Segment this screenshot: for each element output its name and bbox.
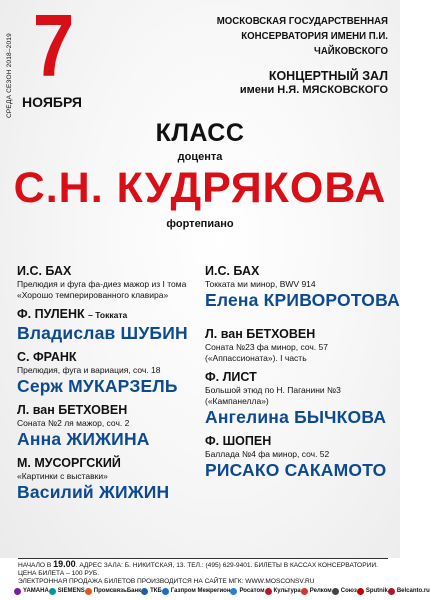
instrument-label: фортепиано bbox=[166, 218, 234, 230]
composer: Ф. ЛИСТ bbox=[205, 370, 257, 384]
sponsor-name: ПромсвязьБанк bbox=[93, 588, 142, 594]
concert-month: НОЯБРЯ bbox=[22, 94, 82, 110]
sponsor-name: Релком bbox=[309, 588, 332, 594]
footer bbox=[0, 558, 430, 600]
start-label: НАЧАЛО В bbox=[18, 562, 52, 569]
work-title: Прелюдия и фуга фа-диез мажор из I тома «Хорошо темперированного клавира» bbox=[17, 279, 187, 300]
sponsor-logo bbox=[141, 588, 162, 595]
composer-work-suffix: – Токката bbox=[88, 310, 128, 320]
sponsor-name: Sputnik bbox=[365, 588, 388, 594]
work-title: «Картинки с выставки» bbox=[17, 471, 108, 481]
program-item bbox=[205, 370, 391, 428]
composer-name: Ф. ПУЛЕНК bbox=[17, 307, 85, 321]
program-left-column bbox=[17, 264, 209, 509]
composer: И.С. БАХ bbox=[205, 264, 260, 278]
program-item bbox=[17, 264, 209, 301]
composer: Л. ван БЕТХОВЕН bbox=[17, 403, 128, 417]
season-label: СРЕДА СЕЗОН 2018–2019 bbox=[6, 33, 13, 118]
sponsor-logo bbox=[265, 588, 301, 595]
program-item bbox=[17, 403, 209, 450]
sponsor-name: ТКБ bbox=[150, 588, 162, 594]
sponsor-mark-icon bbox=[265, 588, 272, 595]
performer: Елена КРИВОРОТОВА bbox=[205, 290, 400, 310]
sponsor-logo bbox=[162, 588, 231, 595]
sponsor-logo bbox=[301, 588, 332, 595]
sponsor-name: YAMAHA bbox=[23, 588, 49, 594]
program-item bbox=[205, 264, 400, 311]
program-item bbox=[205, 434, 391, 481]
concert-day: 7 bbox=[32, 0, 75, 95]
class-heading: КЛАСС bbox=[155, 119, 245, 147]
docent-label: доцента bbox=[177, 151, 223, 163]
sponsor-mark-icon bbox=[332, 588, 339, 595]
composer bbox=[17, 307, 209, 323]
sponsor-logo bbox=[332, 588, 357, 595]
work-title: Баллада №4 фа минор, соч. 52 bbox=[205, 449, 330, 459]
sponsor-logo bbox=[49, 588, 85, 595]
sponsor-name: Росатом bbox=[239, 588, 265, 594]
performer: РИСАКО САКАМОТО bbox=[205, 460, 387, 480]
program-item bbox=[17, 456, 209, 503]
work-title: Большой этюд по Н. Паганини №3 («Кампанелла») bbox=[205, 385, 341, 406]
program-item bbox=[205, 327, 391, 364]
sponsor-mark-icon bbox=[49, 588, 56, 595]
venue-line-1: МОСКОВСКАЯ ГОСУДАРСТВЕННАЯ bbox=[216, 15, 388, 27]
sponsor-logos bbox=[14, 584, 430, 598]
program-item bbox=[17, 307, 209, 344]
teacher-name: С.Н. КУДРЯКОВА bbox=[13, 164, 387, 212]
composer: И.С. БАХ bbox=[17, 264, 72, 278]
hall-dedication: имени Н.Я. МЯСКОВСКОГО bbox=[239, 84, 388, 96]
venue-block bbox=[158, 14, 388, 97]
performer: Анна ЖИЖИНА bbox=[17, 429, 150, 449]
sponsor-logo bbox=[230, 588, 264, 595]
work-title: Токката ми минор, BWV 914 bbox=[205, 279, 316, 289]
performer: Владислав ШУБИН bbox=[17, 323, 188, 343]
sponsor-mark-icon bbox=[301, 588, 308, 595]
sponsor-mark-icon bbox=[357, 588, 364, 595]
performer: Василий ЖИЖИН bbox=[17, 482, 170, 502]
sponsor-logo bbox=[14, 588, 49, 595]
sponsor-mark-icon bbox=[388, 588, 395, 595]
online-sales-info: ЭЛЕКТРОННАЯ ПРОДАЖА БИЛЕТОВ ПРОИЗВОДИТСЯ НА САЙТЕ МГК: WWW.MOSCONSV.RU bbox=[18, 578, 315, 585]
address-info: . АДРЕС ЗАЛА: Б. НИКИТСКАЯ, 13. ТЕЛ.: (495) 629-9401. БИЛЕТЫ В КАССАХ КОНСЕРВАТОРИИ. ЦЕНА БИЛЕТА – 100 РУБ. bbox=[18, 562, 378, 577]
sponsor-name: Культура bbox=[273, 588, 301, 594]
sponsor-mark-icon bbox=[162, 588, 169, 595]
work-title: Прелюдия, фуга и вариация, соч. 18 bbox=[17, 365, 161, 375]
sponsor-name: Союз bbox=[340, 588, 357, 594]
sponsor-name: Belcanto.ru bbox=[396, 588, 430, 594]
program-item bbox=[17, 350, 209, 397]
work-title: Соната №2 ля мажор, соч. 2 bbox=[17, 418, 130, 428]
performer: Ангелина БЫЧКОВА bbox=[205, 407, 387, 427]
composer: Ф. ШОПЕН bbox=[205, 434, 272, 448]
ticket-info bbox=[18, 560, 388, 586]
sponsor-mark-icon bbox=[14, 588, 21, 595]
venue-line-2: КОНСЕРВАТОРИЯ ИМЕНИ П.И. ЧАЙКОВСКОГО bbox=[241, 30, 388, 57]
sponsor-logo bbox=[357, 588, 388, 595]
sponsor-mark-icon bbox=[141, 588, 148, 595]
sponsor-mark-icon bbox=[230, 588, 237, 595]
start-time: 19.00 bbox=[53, 559, 76, 569]
work-title: Соната №23 фа минор, соч. 57 («Аппассионата»). I часть bbox=[205, 342, 328, 363]
sponsor-mark-icon bbox=[85, 588, 92, 595]
composer: Л. ван БЕТХОВЕН bbox=[205, 327, 316, 341]
composer: С. ФРАНК bbox=[17, 350, 77, 364]
program-right-column bbox=[205, 264, 400, 487]
performer: Серж МУКАРЗЕЛЬ bbox=[17, 376, 178, 396]
composer: М. МУСОРГСКИЙ bbox=[17, 456, 121, 470]
sponsor-name: Газпром Межрегион bbox=[170, 588, 231, 594]
sponsor-logo bbox=[85, 588, 141, 595]
hall-name: КОНЦЕРТНЫЙ ЗАЛ bbox=[268, 69, 388, 83]
sponsor-logo bbox=[388, 588, 430, 595]
sponsor-name: SIEMENS bbox=[57, 588, 85, 594]
